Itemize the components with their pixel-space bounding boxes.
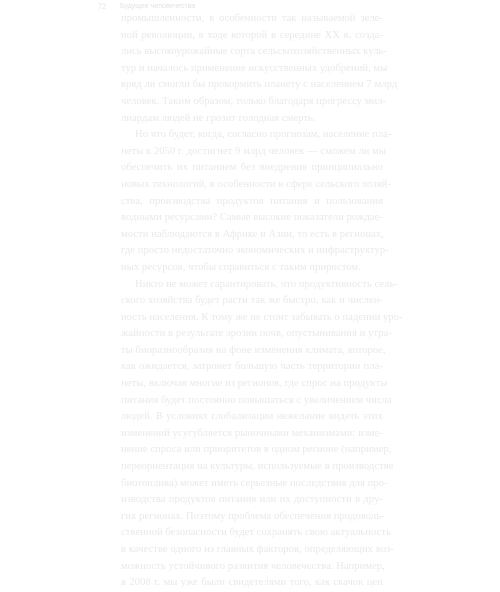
text-line: как ожидается, затронет большую часть территории пла-	[121, 361, 383, 373]
text-line: переориентация на культуры, используемые в производстве	[121, 461, 394, 473]
text-line: лись высокоурожайные сорта сельскохозяйственных куль-	[121, 46, 387, 58]
text-line: лиардам людей не грозит голодная смерть.	[121, 112, 316, 124]
text-line: нение спроса или приоритетов в одном регионе (например,	[121, 444, 392, 456]
text-line: изменений усугубляется рыночными механизмами: изме-	[121, 427, 383, 439]
text-line: ты биоразнообразия на фоне изменения климата, которое,	[121, 344, 386, 356]
text-line: ных ресурсов, чтобы справиться с таким приростом.	[121, 261, 362, 273]
page-number: 72	[98, 1, 106, 11]
text-line: ной революции, в ходе которой в середине XX в. созда-	[121, 29, 383, 41]
text-line: новых технологий, в особенности в сфере сельского хозяй-	[121, 178, 391, 190]
text-line: ность населения. К тому же не стоит забывать о падении уро-	[121, 311, 403, 323]
text-line: питания будет постоянно повышаться с увеличением числа	[121, 394, 392, 406]
text-line: ства, производства продуктов питания и пользования	[121, 195, 383, 207]
text-line: в 2008 г. мы уже были свидетелями того, как скачок цен	[121, 577, 383, 589]
text-line: в качестве одного из главных факторов, определяющих воз-	[121, 544, 394, 555]
body-text	[121, 11, 403, 592]
text-line: вряд ли смогли бы прокормить планету с населением 7 млрд	[121, 79, 398, 91]
text-line: жайности в результате эрозии почв, опустынивания и утра-	[121, 328, 392, 340]
text-line: обеспечить их питанием без внедрения принципиально	[121, 162, 383, 174]
text-line: тур и началось применение искусственных удобрений, мы	[121, 62, 388, 74]
text-line: ского хозяйства будет расти так же быстро, как и числен-	[121, 295, 383, 307]
text-line: ственной безопасности будет сохранять свою актуальность	[121, 527, 391, 539]
text-line: где просто недостаточно экономических и инфраструктур-	[121, 245, 389, 257]
text-line: можность устойчивого развития человечества. Например,	[121, 560, 385, 572]
text-line: биотоплива) может иметь серьезные последствия для про-	[121, 477, 388, 489]
text-line: людей. В условиях глобализации нежелание видеть этих	[121, 411, 383, 423]
text-line: промышленности, в особенности так называемой зеле-	[121, 13, 383, 24]
running-title: Будущее человечества	[120, 2, 196, 10]
text-line: водными ресурсами? Самые высокие показатели рождае-	[121, 212, 383, 224]
text-line: мости наблюдаются в Африке и Азии, то есть в регионах,	[121, 228, 384, 240]
text-line: человек. Таким образом, только благодаря прогрессу мил-	[121, 95, 387, 107]
text-line: неты, включая многие из регионов, где спрос на продукты	[121, 378, 388, 390]
text-line: Но что будет, когда, согласно прогнозам, население пла-	[135, 129, 392, 141]
text-line: Никто не может гарантировать, что продуктивность сель-	[135, 278, 398, 290]
text-line: изводства продуктов питания или их доступности в дру-	[121, 494, 383, 506]
text-line: гих регионах. Поэтому проблема обеспечения продоволь-	[121, 510, 385, 522]
text-line: неты к 2050 г. достигнет 9 млрд человек — сможем ли мы	[121, 145, 387, 157]
